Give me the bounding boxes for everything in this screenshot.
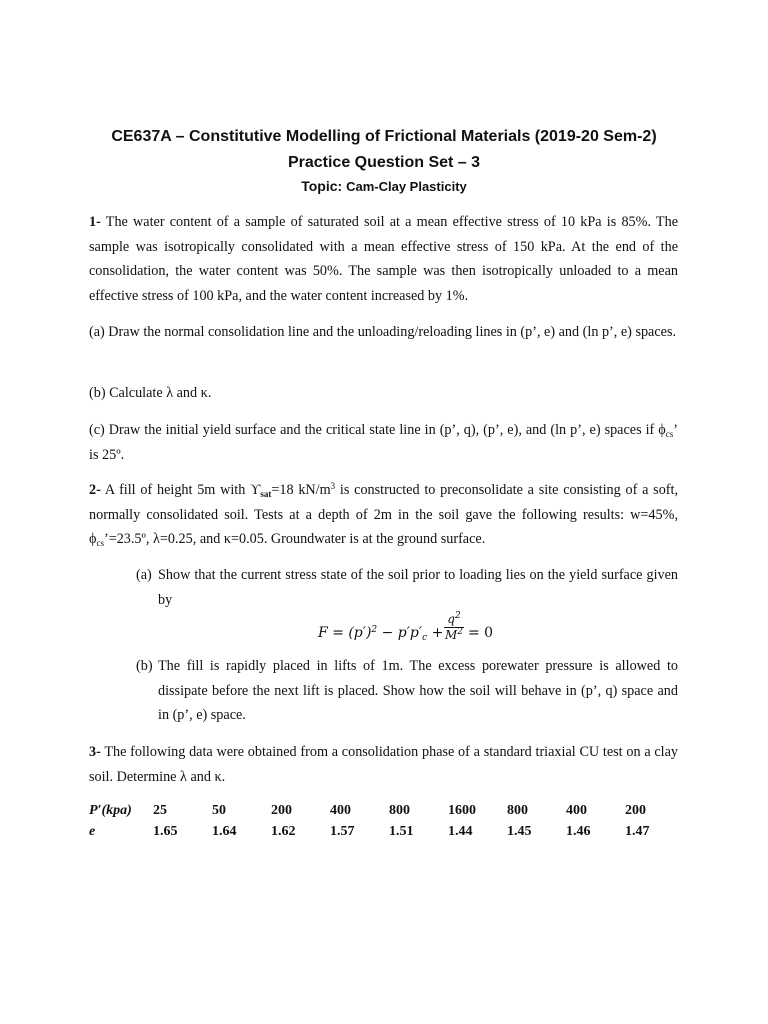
table-cell: 1.62	[271, 824, 296, 839]
question-3-number: 3-	[89, 744, 101, 760]
question-2a-text: Show that the current stress state of the soil prior to loading lies on the yield surface given by	[158, 567, 678, 608]
question-2b-label: (b)	[136, 658, 153, 674]
equation-den-text: M	[444, 628, 458, 642]
row-header-void-ratio: e	[89, 824, 96, 839]
question-2-superscript: 3	[330, 481, 336, 491]
question-2	[89, 478, 678, 552]
equation-lhs-text: F = (p′)	[318, 625, 372, 641]
table-cell: 1.44	[448, 824, 473, 839]
table-cell: 1.57	[330, 824, 355, 839]
question-2-text-4: ’=23.5º, λ=0.25, and κ=0.05. Groundwater is at the ground surface.	[103, 531, 486, 547]
equation-den-sup: 2	[457, 627, 464, 637]
table-cell: 25	[153, 803, 167, 818]
equation-num-sup: 2	[454, 611, 461, 621]
consolidation-data-table	[89, 803, 684, 845]
table-cell: 50	[212, 803, 226, 818]
document-subtitle: Practice Question Set – 3	[287, 154, 481, 171]
topic-value: Cam-Clay Plasticity	[346, 179, 467, 194]
table-cell: 1.64	[212, 824, 237, 839]
question-1c-subscript: cs	[665, 429, 674, 439]
equation-fraction	[444, 612, 464, 643]
question-1c-text-end: ’ is 25º.	[89, 422, 678, 463]
question-1b-text: (b) Calculate λ and κ.	[89, 385, 212, 401]
table-cell: 1.65	[153, 824, 178, 839]
equation-numerator	[444, 612, 464, 628]
question-1	[89, 210, 678, 308]
question-1b	[89, 381, 678, 406]
question-1-number: 1-	[89, 214, 101, 230]
yield-surface-equation	[318, 612, 518, 652]
question-2a-label: (a)	[136, 567, 152, 583]
equation-lhs-sup: 2	[371, 625, 378, 635]
document-title: CE637A – Constitutive Modelling of Frictional Materials (2019-20 Sem-2)	[111, 128, 657, 145]
document-topic	[0, 178, 768, 194]
question-2a	[136, 563, 678, 612]
table-cell: 1600	[448, 803, 476, 818]
question-2-text: A fill of height 5m with ϒ	[104, 482, 261, 498]
table-cell: 1.45	[507, 824, 532, 839]
table-cell: 800	[389, 803, 410, 818]
table-row	[89, 824, 684, 845]
question-2b	[136, 654, 678, 728]
question-2-text-2: =18 kN/m	[271, 482, 331, 498]
question-2-cs-subscript: cs	[96, 538, 104, 548]
table-cell: 400	[566, 803, 587, 818]
equation-rhs: = 0	[468, 625, 494, 641]
table-cell: 200	[271, 803, 292, 818]
question-1-text: The water content of a sample of saturated soil at a mean effective stress of 10 kPa is 85%. The sample was isotropically consolidated with a mean effective stress of 150 kPa. At the end of the consolidation, the water content was 50%. The sample was then isotropically unloaded to a mean effective stress of 100 kPa, and the water content increased by 1%.	[89, 214, 678, 304]
equation-num-text: q	[447, 612, 455, 626]
table-cell: 1.46	[566, 824, 591, 839]
question-1c	[89, 418, 678, 467]
table-cell: 400	[330, 803, 351, 818]
equation-lhs	[318, 625, 443, 641]
question-1a-text: (a) Draw the normal consolidation line and the unloading/reloading lines in (p’, e) and (ln p’, e) spaces.	[89, 324, 677, 340]
question-2b-text: The fill is rapidly placed in lifts of 1m. The excess porewater pressure is allowed to dissipate before the next lift is placed. Show how the soil will behave in (p’, q) space and in (p’, e) space.	[158, 658, 678, 723]
equation-plus: +	[427, 625, 444, 641]
question-2-text-3: is constructed to preconsolidate a site consisting of a soft, normally consolidated soil. Tests at a depth of 2m in the soil gave the following results: w=45%, ϕ	[89, 482, 679, 547]
question-1c-text: (c) Draw the initial yield surface and the critical state line in (p’, q), (p’, e), and (ln p’, e) spaces if ϕ	[89, 422, 666, 438]
table-cell: 1.51	[389, 824, 414, 839]
table-cell: 1.47	[625, 824, 650, 839]
topic-label: Topic:	[301, 178, 343, 194]
table-cell: 800	[507, 803, 528, 818]
equation-mid-sub: c	[422, 633, 428, 643]
question-3-text: The following data were obtained from a consolidation phase of a standard triaxial CU test on a clay soil. Determine λ and κ.	[89, 744, 679, 785]
question-2-sat-subscript: sat	[260, 489, 272, 499]
table-cell: 200	[625, 803, 646, 818]
table-row	[89, 803, 684, 824]
question-3	[89, 740, 678, 789]
question-2-number: 2-	[89, 482, 101, 498]
question-1a	[89, 320, 678, 345]
equation-mid: − p′p′	[377, 625, 423, 641]
equation-denominator	[444, 628, 464, 643]
row-header-pressure: P′(kpa)	[89, 803, 132, 818]
